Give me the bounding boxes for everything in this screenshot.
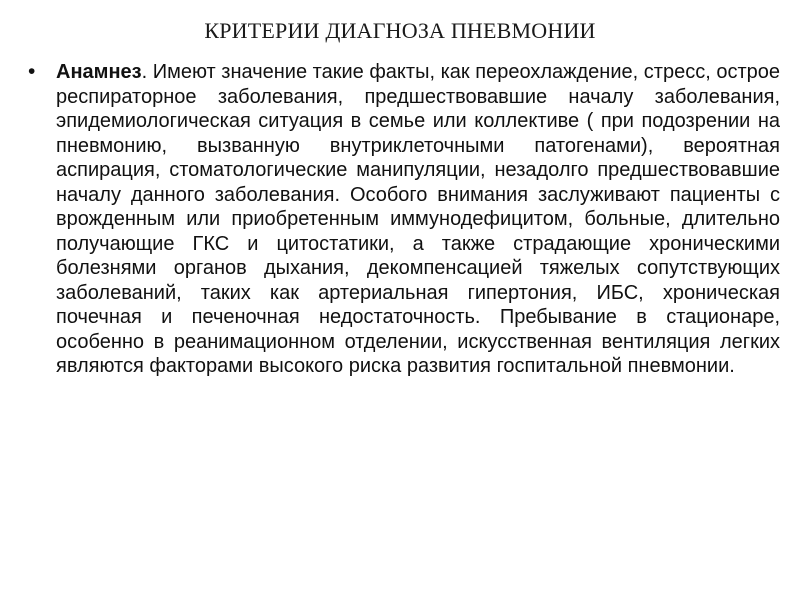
bullet-lead-term: Анамнез bbox=[56, 61, 142, 83]
bullet-item bbox=[28, 60, 780, 379]
slide-title: КРИТЕРИИ ДИАГНОЗА ПНЕВМОНИИ bbox=[204, 18, 596, 43]
bullet-body-text: . Имеют значение такие факты, как переохлаждение, стресс, острое респираторное заболевания, предшествовавшие началу заболевания, эпидемиологическая ситуация в семье или коллективе ( при подозрении на пневмонию, вызванную внутриклеточными патогенами), вероятная аспирация, стоматологические манипуляции, незадолго предшествовавшие началу данного заболевания. Особого внимания заслуживают пациенты с врожденным или приобретенным иммунодефицитом, больные, длительно получающие ГКС и цитостатики, а также страдающие хроническими болезнями органов дыхания, декомпенсацией тяжелых сопутствующих заболеваний, таких как артериальная гипертония, ИБС, хроническая почечная и печеночная недостаточность. Пребывание в стационаре, особенно в реанимационном отделении, искусственная вентиляция легких являются факторами высокого риска развития госпитальной пневмонии. bbox=[56, 61, 780, 377]
bullet-paragraph bbox=[56, 60, 780, 379]
bullet-marker: • bbox=[28, 60, 36, 83]
